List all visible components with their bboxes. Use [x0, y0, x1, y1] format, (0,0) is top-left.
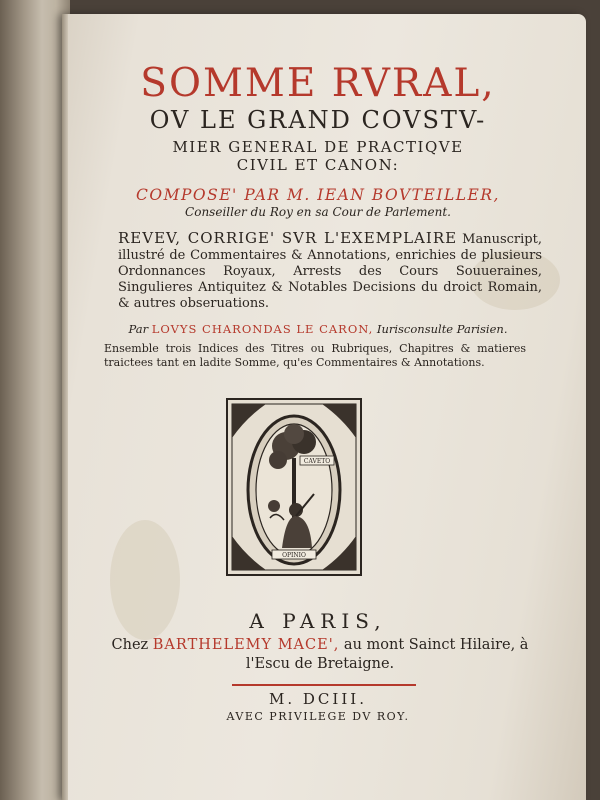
- indices-paragraph: Ensemble trois Indices des Titres ou Rubriques, Chapitres & matieres traictees tant en ladite Somme, qu'es Commentaires & Annotations.: [104, 342, 526, 369]
- red-rule: [232, 684, 416, 686]
- title-block: [88, 62, 548, 370]
- revision-paragraph: [118, 230, 542, 312]
- title-subtitle-3: CIVIL ET CANON:: [236, 156, 400, 174]
- imprint-place: A PARIS,: [249, 609, 387, 633]
- editor-by: Par: [128, 322, 149, 336]
- publisher-name: BARTHELEMY MACE',: [152, 637, 340, 653]
- editor-role: Iurisconsulte Parisien.: [376, 322, 508, 336]
- revision-lead: REVEV, CORRIGE' SVR L'EXEMPLAIRE: [118, 229, 458, 247]
- page-gutter: [62, 14, 68, 800]
- publisher-chez: Chez: [111, 637, 149, 653]
- book-spine: [0, 0, 70, 800]
- editor-line: [88, 322, 548, 336]
- emblem-motto-top: CAVETO: [303, 458, 331, 465]
- revision-text: Manuscript, illustré de Commentaires & Annotations, enrichies de plusieurs Ordonnances Royaux, Arrests des Cours Souueraines, Singulieres Antiquitez & Notables Decisions du droict Romain, & autres obseruations.: [118, 232, 542, 311]
- printers-device-emblem: [226, 398, 362, 576]
- title-subtitle-2: MIER GENERAL DE PRACTIQVE: [172, 138, 464, 156]
- royal-privilege: AVEC PRIVILEGE DV ROY.: [226, 710, 410, 723]
- imprint-year: M. DCIII.: [269, 690, 367, 708]
- editor-name: LOVYS CHARONDAS LE CARON,: [151, 322, 374, 336]
- author-line: COMPOSE' PAR M. IEAN BOVTEILLER,: [136, 186, 500, 204]
- imprint-publisher: [110, 636, 530, 674]
- publisher-address: au mont Sainct Hilaire, à l'Escu de Bretaigne.: [245, 637, 529, 672]
- author-office: Conseiller du Roy en sa Cour de Parlement.: [185, 205, 451, 219]
- title-main: SOMME RVRAL,: [140, 61, 496, 106]
- emblem-motto-bottom: OPINIO: [282, 552, 306, 559]
- title-subtitle: OV LE GRAND COVSTV-: [149, 106, 487, 134]
